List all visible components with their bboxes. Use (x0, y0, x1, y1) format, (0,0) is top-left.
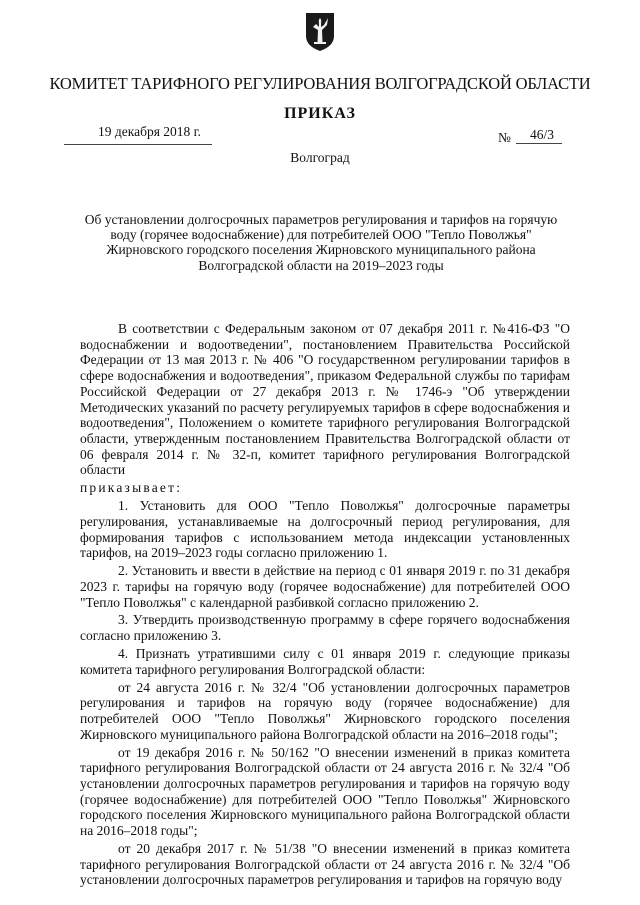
order-item-3: 3. Утвердить производственную программу в сфере горячего водоснабжения согласно приложению 3. (80, 612, 570, 644)
number-underline (516, 143, 562, 144)
city-name: Волгоград (290, 150, 350, 165)
date-underline (64, 144, 212, 145)
repealed-order-3: от 20 декабря 2017 г. № 51/38 "О внесении изменений в приказ комитета тарифного регулирования Волгоградской области от 24 августа 2016 г. № 32/4 "Об установлении долгосрочных параметров регулирования и тарифов на горячую воду (80, 841, 570, 888)
repealed-order-1: от 24 августа 2016 г. № 32/4 "Об установлении долгосрочных параметров регулирования и тарифов на горячую воду (горячее водоснабжение) для потребителей ООО "Тепло Поволжья" Жирновского городского поселения Жирновского муниципального района Волгоградской области на 2016–2018 годы"; (80, 679, 570, 742)
orders-word: приказывает: (80, 480, 183, 496)
document-type-title: ПРИКАЗ (284, 105, 356, 122)
order-item-1: 1. Установить для ООО "Тепло Поволжья" долгосрочные параметры регулирования, устанавливаемые на долгосрочный период регулирования, для формирования тарифов с использованием метода индексации установленных тарифов, на 2019–2023 годы согласно приложению 1. (80, 498, 570, 561)
order-item-4: 4. Признать утратившими силу с 01 января 2019 г. следующие приказы комитета тарифного регулирования Волгоградской области: (80, 646, 570, 677)
order-subject: Об установлении долгосрочных параметров регулирования и тарифов на горячую воду (горячее водоснабжение) для потребителей ООО "Тепло Поволжья" Жирновского городского поселения Жирновского муниципального района Волгоградской области на 2019–2023 годы (84, 212, 558, 273)
preamble-paragraph: В соответствии с Федеральным законом от 07 декабря 2011 г. №416-ФЗ "О водоснабжении и водоотведении", постановлением Правительства Российской Федерации от 13 мая 2013 г. № 406 "О государственном регулировании тарифов в сфере водоснабжения и водоотведения", приказом Федеральной службы по тарифам Российской Федерации от 27 декабря 2013 г. № 1746-э "Об утверждении Методических указаний по расчету регулируемых тарифов в сфере водоснабжения и водоотведения", Положением о комитете тарифного регулирования Волгоградской области, утвержденным постановлением Правительства Волгоградской области от 06 февраля 2014 г. № 32-п, комитет тарифного регулирования Волгоградской области (80, 321, 570, 478)
order-number: 46/3 (529, 127, 554, 142)
order-date: 19 декабря 2018 г. (98, 124, 202, 139)
order-body (80, 321, 570, 890)
order-number-label: № (498, 130, 511, 145)
committee-name: КОМИТЕТ ТАРИФНОГО РЕГУЛИРОВАНИЯ ВОЛГОГРАДСКОЙ ОБЛАСТИ (49, 74, 591, 93)
repealed-order-2: от 19 декабря 2016 г. № 50/162 "О внесении изменений в приказ комитета тарифного регулирования Волгоградской области от 24 августа 2016 г. № 32/4 "Об установлении долгосрочных параметров регулирования и тарифов на горячую воду (горячее водоснабжение) для потребителей ООО "Тепло Поволжья" Жирновского городского поселения Жирновского муниципального района Волгоградской области на 2016–2018 годы"; (80, 744, 570, 839)
volgograd-emblem-icon (305, 12, 335, 52)
order-item-2: 2. Установить и ввести в действие на период с 01 января 2019 г. по 31 декабря 2023 г. тарифы на горячую воду (горячее водоснабжение) для потребителей ООО "Тепло Поволжья" с календарной разбивкой согласно приложению 2. (80, 563, 570, 610)
